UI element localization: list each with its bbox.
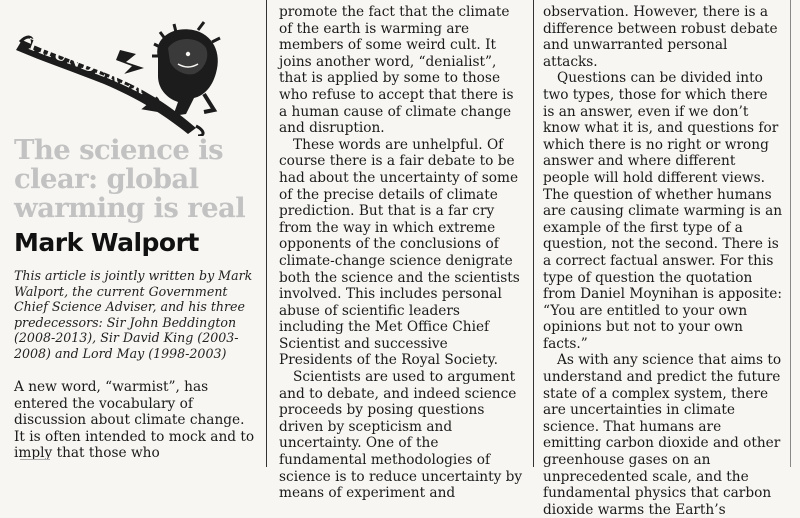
paragraph: promote the fact that the climate of the earth is warming are members of some weird cult. It joins another word, “denialist”, that is applied by some to those who refuse to accept that there is a human cause of climate change and disruption.	[279, 4, 514, 137]
headline-line: warming is real	[14, 192, 246, 224]
byline-author: Mark Walport	[14, 228, 199, 257]
paragraph: Scientists are used to argument and to debate, and indeed science proceeds by posing questions driven by scepticism and uncertainty. One of the fundamental methodologies of science is to reduce uncertainty by means of experiment and	[279, 369, 523, 502]
svg-text:THUNDERER	[25, 35, 150, 99]
thunderer-masthead-logo	[8, 18, 223, 136]
column-divider	[266, 0, 267, 467]
column-divider	[790, 0, 791, 467]
headline-line: clear: global	[14, 163, 199, 195]
headline	[14, 136, 259, 223]
column-divider	[533, 0, 534, 467]
headline-line: The science is	[14, 134, 224, 166]
masthead-text: THUNDERER	[24, 34, 150, 99]
article-column-3	[543, 4, 783, 518]
lede-paragraph: A new word, “warmist”, has entered the vocabulary of discussion about climate change. It is often intended to mock and to imply that those who	[14, 379, 255, 462]
paragraph: observation. However, there is a difference between robust debate and unwarranted personal attacks.	[543, 4, 778, 70]
paragraph: Questions can be divided into two types, those for which there is an answer, even if we don’t know what it is, and questions for which there is no right or wrong answer and where different people will hold different views. The question of whether humans are causing climate warming is an example of the first type of a question, not the second. There is a correct factual answer. For this type of question the quotation from Daniel Moynihan is apposite: “You are entitled to your own opinions but not to your own facts.”	[543, 70, 783, 352]
standfirst-intro: This article is jointly written by Mark Walport, the current Government Chief Science Adviser, and his three predecessors: Sir John Beddington (2008-2013), Sir David King (2003-2008) and Lord May (1998-2003)	[14, 268, 253, 361]
paragraph: These words are unhelpful. Of course there is a fair debate to be had about the uncertainty of some of the precise details of climate prediction. But that is a far cry from the way in which extreme opponents of the conclusions of climate-change science denigrate both the science and the scientists involved. This includes personal abuse of scientific leaders including the Met Office Chief Scientist and successive Presidents of the Royal Society.	[279, 136, 520, 369]
paragraph: As with any science that aims to understand and predict the future state of a complex system, there are uncertainties in climate science. That humans are emitting carbon dioxide and other greenhouse gases on an unprecedented scale, and the fundamental physics that carbon dioxide warms the Earth’s	[543, 352, 782, 518]
article-column-2	[279, 4, 525, 502]
